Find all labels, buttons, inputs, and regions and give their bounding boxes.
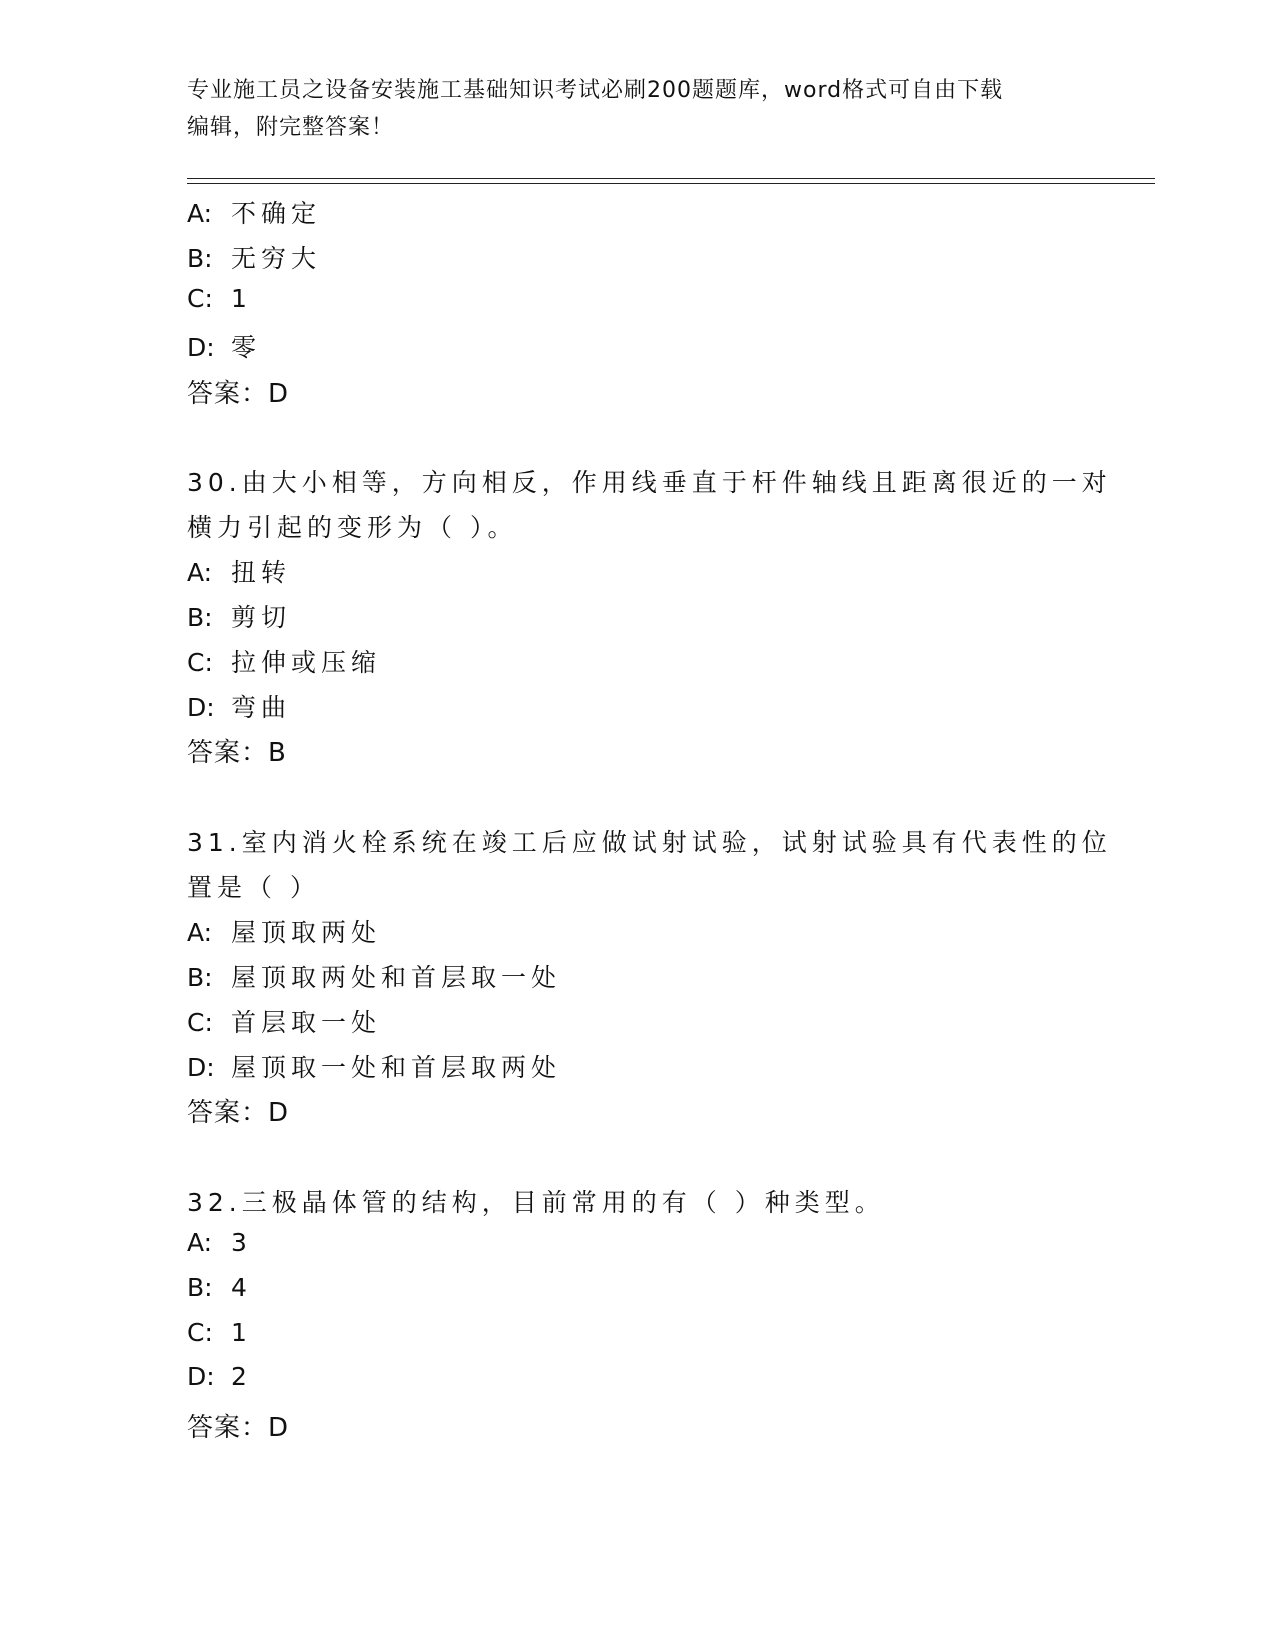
- option-text: 3: [231, 1228, 252, 1257]
- option-text: 零: [231, 333, 262, 362]
- option-text: 屋顶取两处和首层取一处: [231, 963, 562, 992]
- q31-option-d: [187, 1048, 561, 1084]
- option-letter: D:: [187, 693, 215, 722]
- option-letter: D:: [187, 1362, 215, 1391]
- option-text: 无穷大: [231, 244, 322, 273]
- q32-answer: 答案：D: [187, 1413, 290, 1443]
- q31-option-b: [187, 958, 561, 994]
- option-text: 不确定: [231, 199, 322, 228]
- document-header: [187, 72, 1087, 146]
- option-letter: C:: [187, 648, 213, 677]
- option-letter: C:: [187, 284, 213, 313]
- q29-option-c: [187, 284, 252, 313]
- q30-answer: 答案：B: [187, 738, 287, 768]
- option-letter: B:: [187, 1273, 213, 1302]
- option-letter: A:: [187, 558, 213, 587]
- option-letter: B:: [187, 603, 213, 632]
- q31-option-c: [187, 1003, 381, 1039]
- header-divider-thin: [187, 178, 1155, 179]
- q29-answer: 答案：D: [187, 379, 290, 409]
- q30-option-d: [187, 688, 291, 724]
- q29-option-a: [187, 194, 321, 230]
- header-title-line-1: 专业施工员之设备安装施工基础知识考试必刷200题题库，word格式可自由下载: [187, 78, 1004, 103]
- q32-option-c: [187, 1318, 252, 1347]
- q31-answer: 答案：D: [187, 1098, 290, 1128]
- option-letter: B:: [187, 963, 213, 992]
- option-text: 拉伸或压缩: [231, 648, 382, 677]
- header-divider-thick: [187, 183, 1155, 184]
- option-text: 2: [231, 1362, 252, 1391]
- option-text: 屋顶取两处: [231, 918, 382, 947]
- q29-option-b: [187, 239, 321, 275]
- q30-stem-line-1: 30.由大小相等，方向相反，作用线垂直于杆件轴线且距离很近的一对: [187, 468, 1112, 497]
- q31-stem-line-2: 置是（ ）: [187, 873, 320, 902]
- q30-option-a: [187, 553, 291, 589]
- option-text: 扭转: [231, 558, 292, 587]
- option-text: 1: [231, 1318, 252, 1347]
- q30-option-c: [187, 643, 381, 679]
- option-letter: B:: [187, 244, 213, 273]
- q32-stem-line-1: 32.三极晶体管的结构，目前常用的有（ ）种类型。: [187, 1188, 885, 1217]
- q32-option-d: [187, 1362, 252, 1391]
- q30-stem-line-2: 横力引起的变形为（ ）。: [187, 513, 518, 542]
- option-text: 屋顶取一处和首层取两处: [231, 1053, 562, 1082]
- header-title-line-2: 编辑，附完整答案！: [187, 115, 395, 140]
- option-letter: A:: [187, 918, 213, 947]
- q32-option-b: [187, 1273, 252, 1302]
- option-letter: C:: [187, 1008, 213, 1037]
- q30-option-b: [187, 598, 291, 634]
- option-letter: D:: [187, 1053, 215, 1082]
- q32-option-a: [187, 1228, 252, 1257]
- option-letter: D:: [187, 333, 215, 362]
- option-letter: A:: [187, 1228, 213, 1257]
- option-letter: C:: [187, 1318, 213, 1347]
- option-text: 剪切: [231, 603, 292, 632]
- q29-option-d: [187, 328, 261, 364]
- option-text: 4: [231, 1273, 252, 1302]
- option-letter: A:: [187, 199, 213, 228]
- q31-option-a: [187, 913, 381, 949]
- q31-stem-line-1: 31.室内消火栓系统在竣工后应做试射试验，试射试验具有代表性的位: [187, 828, 1112, 857]
- document-page: [187, 0, 1157, 1650]
- option-text: 首层取一处: [231, 1008, 382, 1037]
- option-text: 弯曲: [231, 693, 292, 722]
- option-text: 1: [231, 284, 252, 313]
